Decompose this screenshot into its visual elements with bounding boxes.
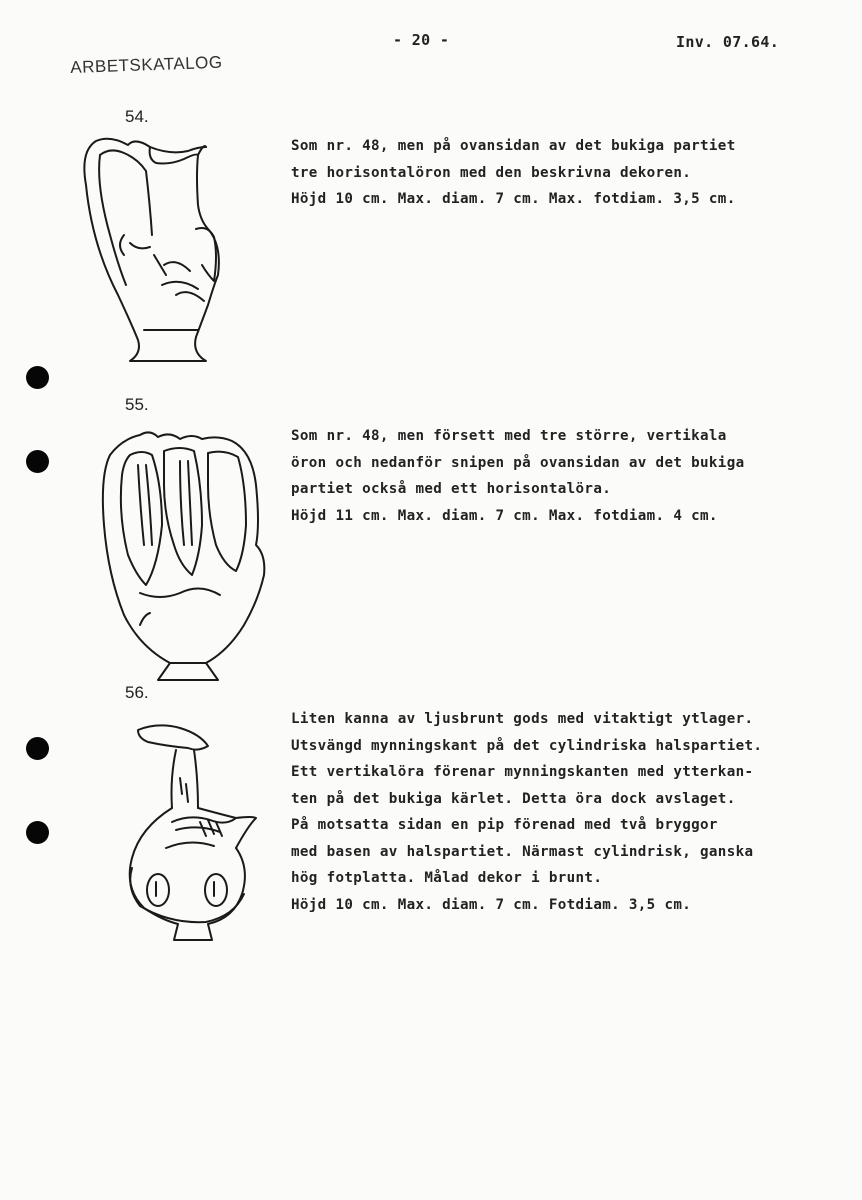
vessel-54-drawing xyxy=(80,125,240,375)
entry-55-line: Höjd 11 cm. Max. diam. 7 cm. Max. fotdiam. 4 cm. xyxy=(291,507,718,524)
punch-hole xyxy=(26,366,49,389)
entry-55-line: Som nr. 48, men försett med tre större, vertikala xyxy=(291,428,727,444)
entry-56-line: ten på det bukiga kärlet. Detta öra dock avslaget. xyxy=(291,790,736,807)
entry-55-line: partiet också med ett horisontalöra. xyxy=(291,481,612,497)
entry-56-line: Liten kanna av ljusbrunt gods med vitaktigt ytlager. xyxy=(291,711,754,727)
entry-56-line: hög fotplatta. Målad dekor i brunt. xyxy=(291,870,603,886)
entry-54-text xyxy=(291,133,736,213)
punch-hole xyxy=(26,450,49,473)
punch-hole xyxy=(26,821,49,844)
entry-56-line: Ett vertikalöra förenar mynningskanten med ytterkan- xyxy=(291,764,754,780)
entry-56-line: På motsatta sidan en pip förenad med två bryggor xyxy=(291,817,718,833)
vessel-56-drawing xyxy=(110,718,260,968)
vessel-55-drawing xyxy=(100,425,270,690)
entry-55-text xyxy=(291,423,744,529)
inventory-number: Inv. 07.64. xyxy=(676,33,780,51)
arbetskatalog-stamp: ARBETSKATALOG xyxy=(70,52,223,77)
entry-54-line: Som nr. 48, men på ovansidan av det bukiga partiet xyxy=(291,138,736,154)
entry-56-line: Höjd 10 cm. Max. diam. 7 cm. Fotdiam. 3,5 cm. xyxy=(291,896,692,913)
punch-hole xyxy=(26,737,49,760)
entry-56-line: Utsvängd mynningskant på det cylindriska halspartiet. xyxy=(291,737,763,754)
entry-55-line: öron och nedanför snipen på ovansidan av det bukiga xyxy=(291,454,745,471)
entry-number-56: 56. xyxy=(125,683,149,702)
entry-number-54: 54. xyxy=(125,107,149,126)
page-number: - 20 - xyxy=(393,31,450,49)
entry-54-line: tre horisontalöron med den beskrivna dekoren. xyxy=(291,164,692,181)
entry-56-line: med basen av halspartiet. Närmast cylindrisk, ganska xyxy=(291,843,754,860)
entry-number-55: 55. xyxy=(125,395,149,414)
entry-56-text xyxy=(291,706,762,918)
entry-54-line: Höjd 10 cm. Max. diam. 7 cm. Max. fotdiam. 3,5 cm. xyxy=(291,191,736,207)
